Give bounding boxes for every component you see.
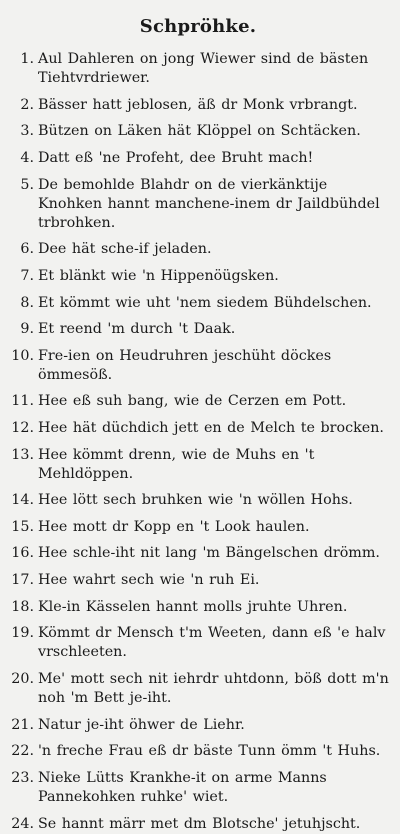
list-item (6, 446, 390, 484)
item-text: Hee kömmt drenn, wie de Muhs en 't Mehldöppen. (38, 446, 315, 482)
list-item (6, 50, 390, 88)
list-item (6, 571, 390, 590)
item-number: 20. (11, 670, 34, 687)
item-text: De bemohlde Blahdr on de vierkänktije Knohken hannt manchenе-inem dr Jaildbühdel trbrohken. (38, 176, 380, 231)
list-item (6, 320, 390, 339)
list-item (6, 240, 390, 259)
item-number: 4. (20, 149, 34, 166)
item-number: 9. (20, 321, 34, 338)
item-number: 11. (11, 393, 34, 410)
item-text: Se hannt märr met dm Blotsche' jetuhjscht. (38, 815, 361, 832)
item-text: Kömmt dr Mensch t'm Weeten, dann eß 'e halv vrschleeten. (38, 625, 386, 661)
item-text: Aul Dahleren on jong Wiewer sind de bästen Tiehtvrdriewer. (38, 51, 369, 86)
item-number: 1. (20, 51, 34, 67)
item-number: 5. (20, 176, 34, 193)
item-text: Nieke Lütts Krankhe-it on arme Manns Pannekohken ruhke' wiet. (38, 769, 327, 805)
item-number: 13. (11, 446, 34, 463)
item-number: 17. (11, 571, 34, 588)
item-text: Hee wahrt sech wie 'n ruh Ei. (38, 571, 260, 588)
item-number: 19. (11, 625, 34, 642)
list-item (6, 716, 390, 735)
item-text: Et reend 'm durch 't Daak. (38, 321, 236, 338)
list-item (6, 347, 390, 385)
item-text: Me' mott sech nit iehrdr uhtdonn, böß dott m'n noh 'm Bett je-iht. (38, 670, 389, 706)
item-text: Hee eß suh bang, wie de Cerzen em Pott. (38, 393, 347, 410)
item-number: 2. (20, 96, 34, 113)
list-item (6, 598, 390, 617)
list-item (6, 518, 390, 537)
item-text: Datt eß 'ne Profeht, dee Bruht mach! (38, 149, 314, 166)
item-text: Kle-in Kässelen hannt molls jruhte Uhren. (38, 598, 348, 615)
item-number: 15. (11, 518, 34, 535)
item-text: 'n freche Frau eß dr bäste Tunn ömm 't Huhs. (38, 743, 381, 760)
list-item (6, 96, 390, 115)
item-text: Hee hät düchdich jett en de Melch te brocken. (38, 419, 384, 436)
item-number: 21. (11, 716, 34, 733)
list-item (6, 544, 390, 563)
item-text: Et kömmt wie uht 'nem siedem Bühdelschen. (38, 294, 372, 311)
list-item (6, 624, 390, 662)
item-text: Hee schle-iht nit lang 'm Bängelschen drömm. (38, 545, 380, 562)
item-text: Et blänkt wie 'n Hippenöügsken. (38, 267, 279, 284)
list-item (6, 149, 390, 168)
item-number: 7. (20, 267, 34, 284)
item-text: Dee hät sche-if jeladen. (38, 241, 212, 258)
list-item (6, 419, 390, 438)
item-number: 3. (20, 123, 34, 140)
item-number: 22. (11, 743, 34, 760)
item-number: 23. (11, 769, 34, 786)
item-number: 16. (11, 545, 34, 562)
item-text: Bässer hatt jeblosen, äß dr Monk vrbrangt. (38, 96, 358, 113)
list-item (6, 670, 390, 708)
item-text: Bützen on Läken hät Klöppel on Schtäcken. (38, 123, 361, 140)
list-item (6, 742, 390, 761)
list-item (6, 267, 390, 286)
item-number: 14. (11, 492, 34, 509)
item-number: 18. (11, 598, 34, 615)
item-text: Hee mott dr Kopp en 't Look haulen. (38, 518, 310, 535)
list-item (6, 392, 390, 411)
list-item (6, 769, 390, 807)
list-item (6, 122, 390, 141)
list-item (6, 491, 390, 510)
item-text: Fre-ien on Heudruhren jeschüht döckes ömmesöß. (38, 347, 332, 383)
item-number: 8. (20, 294, 34, 311)
item-text: Natur je-iht öhwer de Liehr. (38, 716, 245, 733)
item-text: Hee lött sech bruhken wie 'n wöllen Hohs. (38, 492, 353, 509)
item-number: 12. (11, 419, 34, 436)
item-number: 10. (11, 347, 34, 364)
list-item (6, 176, 390, 233)
page-title: Schpröhke. (139, 16, 257, 37)
proverb-list (6, 50, 390, 834)
list-item (6, 294, 390, 313)
item-number: 24. (11, 815, 34, 832)
list-item (6, 815, 390, 834)
item-number: 6. (20, 241, 34, 258)
